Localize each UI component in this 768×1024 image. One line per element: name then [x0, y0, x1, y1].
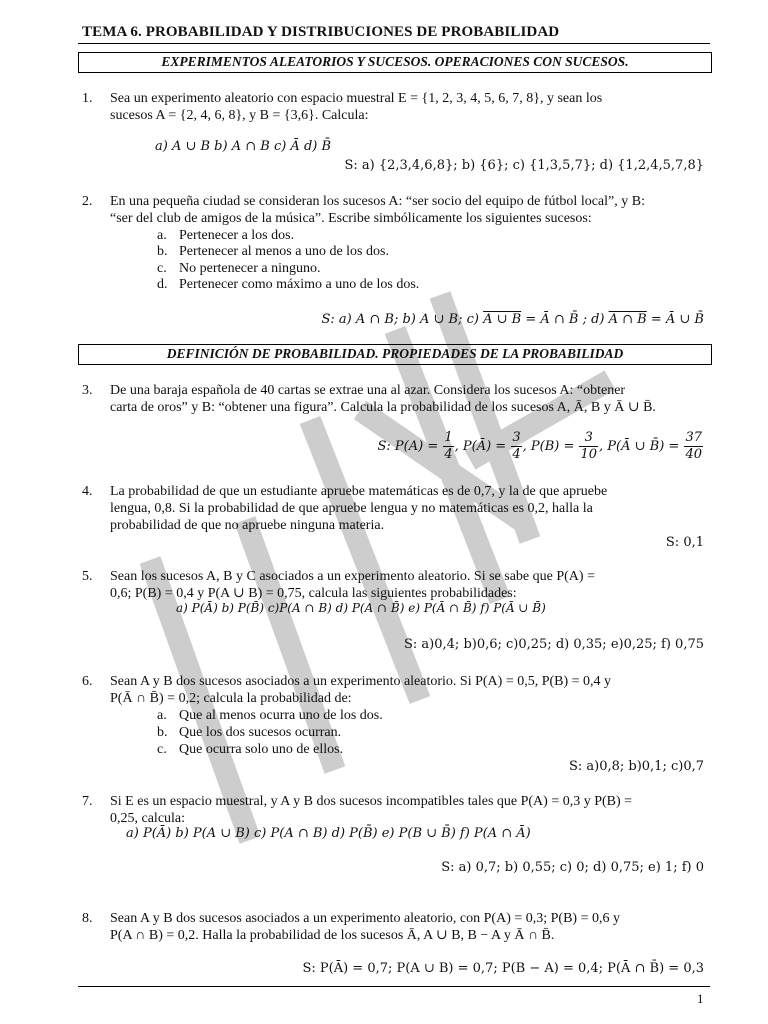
fraction-denominator: 40 [685, 447, 702, 462]
option-letter: a. [157, 228, 167, 243]
option-letter: c. [157, 261, 167, 276]
problem-text: P(Ā ∩ B̄) = 0,2; calcula la probabilidad de: [110, 691, 352, 706]
section-header-box [78, 344, 712, 365]
problem-text: De una baraja española de 40 cartas se extrae una al azar. Considera los sucesos A: “obtener [110, 383, 626, 398]
problem-text: lengua, 0,8. Si la probabilidad de que apruebe lengua y no matemáticas es 0,2, halla la [110, 501, 593, 516]
problem-text: 0,6; P(B) = 0,4 y P(A ∪ B) = 0,75, calcula las siguientes probabilidades: [110, 586, 517, 601]
problem-solution: S: a)0,8; b)0,1; c)0,7 [568, 759, 704, 774]
problem-text: La probabilidad de que un estudiante apruebe matemáticas es de 0,7, y la de que apruebe [110, 484, 608, 499]
option-text: No pertenecer a ninguno. [179, 261, 321, 276]
fraction [511, 430, 521, 463]
problem-number: 8. [82, 911, 93, 926]
document-title: TEMA 6. PROBABILIDAD Y DISTRIBUCIONES DE PROBABILIDAD [82, 24, 560, 40]
option-text: Que al menos ocurra uno de los dos. [179, 708, 383, 723]
problem-solution: S: a) 0,7; b) 0,55; c) 0; d) 0,75; e) 1; f) 0 [441, 860, 704, 875]
option-text: Que los dos sucesos ocurran. [179, 725, 342, 740]
fraction-numerator: 37 [685, 430, 702, 445]
problem-number: 3. [82, 383, 93, 398]
solution-part: A ∩ B [608, 312, 647, 327]
problem-text: probabilidad de que no apruebe ninguna materia. [110, 518, 385, 533]
problem-text: “ser del club de amigos de la música”. Escribe simbólicamente los siguientes sucesos: [110, 211, 592, 226]
option-text: Pertenecer al menos a uno de los dos. [179, 244, 389, 259]
problem-solution: S: a)0,4; b)0,6; c)0,25; d) 0,35; e)0,25; f) 0,75 [404, 637, 704, 652]
problem-items: a) P(Ā) b) P(B̄) c)P(A ∩ B) d) P(A ∩ B̄) e) P(Ā ∩ B̄) f) P(Ā ∪ B̄) [176, 601, 546, 615]
option-letter: d. [157, 277, 168, 292]
option-letter: a. [157, 708, 167, 723]
problem-text: Sean A y B dos sucesos asociados a un experimento aleatorio, con P(A) = 0,3; P(B) = 0,6 y [110, 911, 620, 926]
problem-solution: S: 0,1 [665, 535, 704, 550]
fraction-numerator: 3 [512, 430, 521, 445]
solution-part: , P(Ā) = [454, 439, 511, 454]
problem-number: 4. [82, 484, 93, 499]
solution-part: = Ā ∩ B̄ ; d) [521, 312, 609, 327]
problem-number: 7. [82, 794, 93, 809]
solution-part: , P(Ā ∪ B̄) = [599, 439, 684, 454]
page-number: 1 [697, 991, 704, 1006]
section-title: DEFINICIÓN DE PROBABILIDAD. PROPIEDADES DE LA PROBABILIDAD [166, 346, 624, 361]
solution-part: S: a) A ∩ B; b) A ∪ B; c) [321, 312, 484, 327]
solution-part: , P(B) = [522, 439, 579, 454]
header-divider [78, 43, 710, 44]
problem-text: 0,25, calcula: [110, 811, 186, 826]
fraction-numerator: 3 [584, 430, 593, 445]
fraction-numerator: 1 [444, 430, 453, 445]
problem-solution: S: a) {2,3,4,6,8}; b) {6}; c) {1,3,5,7}; d) {1,2,4,5,7,8} [344, 158, 704, 173]
option-letter: c. [157, 742, 167, 757]
section-title: EXPERIMENTOS ALEATORIOS Y SUCESOS. OPERACIONES CON SUCESOS. [161, 54, 629, 69]
problem-text: carta de oros” y B: “obtener una figura”. Calcula la probabilidad de los sucesos A, Ā, B y Ā ∪ B̄. [110, 400, 656, 415]
section-header-box [78, 52, 712, 73]
option-text: Pertenecer a los dos. [179, 228, 295, 243]
problem-text: Sean los sucesos A, B y C asociados a un experimento aleatorio. Si se sabe que P(A) = [110, 569, 595, 584]
fraction [579, 430, 598, 463]
problem-number: 5. [82, 569, 93, 584]
problem-text: Sean A y B dos sucesos asociados a un experimento aleatorio. Si P(A) = 0,5, P(B) = 0,4 y [110, 674, 612, 689]
solution-part: A ∪ B [483, 312, 522, 327]
problem-text: Si E es un espacio muestral, y A y B dos sucesos incompatibles tales que P(A) = 0,3 y P(B) = [110, 794, 633, 809]
problem-number: 2. [82, 194, 93, 209]
problem-solution: S: P(Ā) = 0,7; P(A ∪ B) = 0,7; P(B − A) = 0,4; P(Ā ∩ B̄) = 0,3 [302, 961, 704, 976]
footer-divider [78, 986, 710, 987]
solution-part: = Ā ∪ B̄ [646, 312, 704, 327]
fraction [443, 430, 453, 463]
problem-solution [377, 430, 704, 463]
fraction-denominator: 4 [444, 447, 453, 462]
problem-text: En una pequeña ciudad se consideran los sucesos A: “ser socio del equipo de fútbol local”, y B: [110, 194, 645, 209]
problem-items: a) P(Ā) b) P(A ∪ B) c) P(A ∩ B) d) P(B̄) e) P(B ∪ B̄) f) P(A ∩ Ā) [126, 826, 531, 841]
option-letter: b. [157, 244, 168, 259]
fraction [684, 430, 703, 463]
problem-solution [321, 312, 704, 327]
problem-number: 6. [82, 674, 93, 689]
problem-number: 1. [82, 91, 93, 106]
problem-items: a) A ∪ B b) A ∩ B c) Ā d) B̄ [155, 139, 332, 154]
problem-text: sucesos A = {2, 4, 6, 8}, y B = {3,6}. Calcula: [110, 108, 369, 123]
option-text: Que ocurra solo uno de ellos. [179, 742, 344, 757]
fraction-denominator: 4 [512, 447, 521, 462]
problem-text: P(A ∩ B) = 0,2. Halla la probabilidad de los sucesos Ā, A ∪ B, B − A y Ā ∩ B̄. [110, 928, 555, 943]
problem-text: Sea un experimento aleatorio con espacio muestral E = {1, 2, 3, 4, 5, 6, 7, 8}, y sean los [110, 91, 603, 106]
fraction-denominator: 10 [580, 447, 598, 462]
option-text: Pertenecer como máximo a uno de los dos. [179, 277, 420, 292]
solution-part: S: P(A) = [377, 439, 443, 454]
option-letter: b. [157, 725, 168, 740]
